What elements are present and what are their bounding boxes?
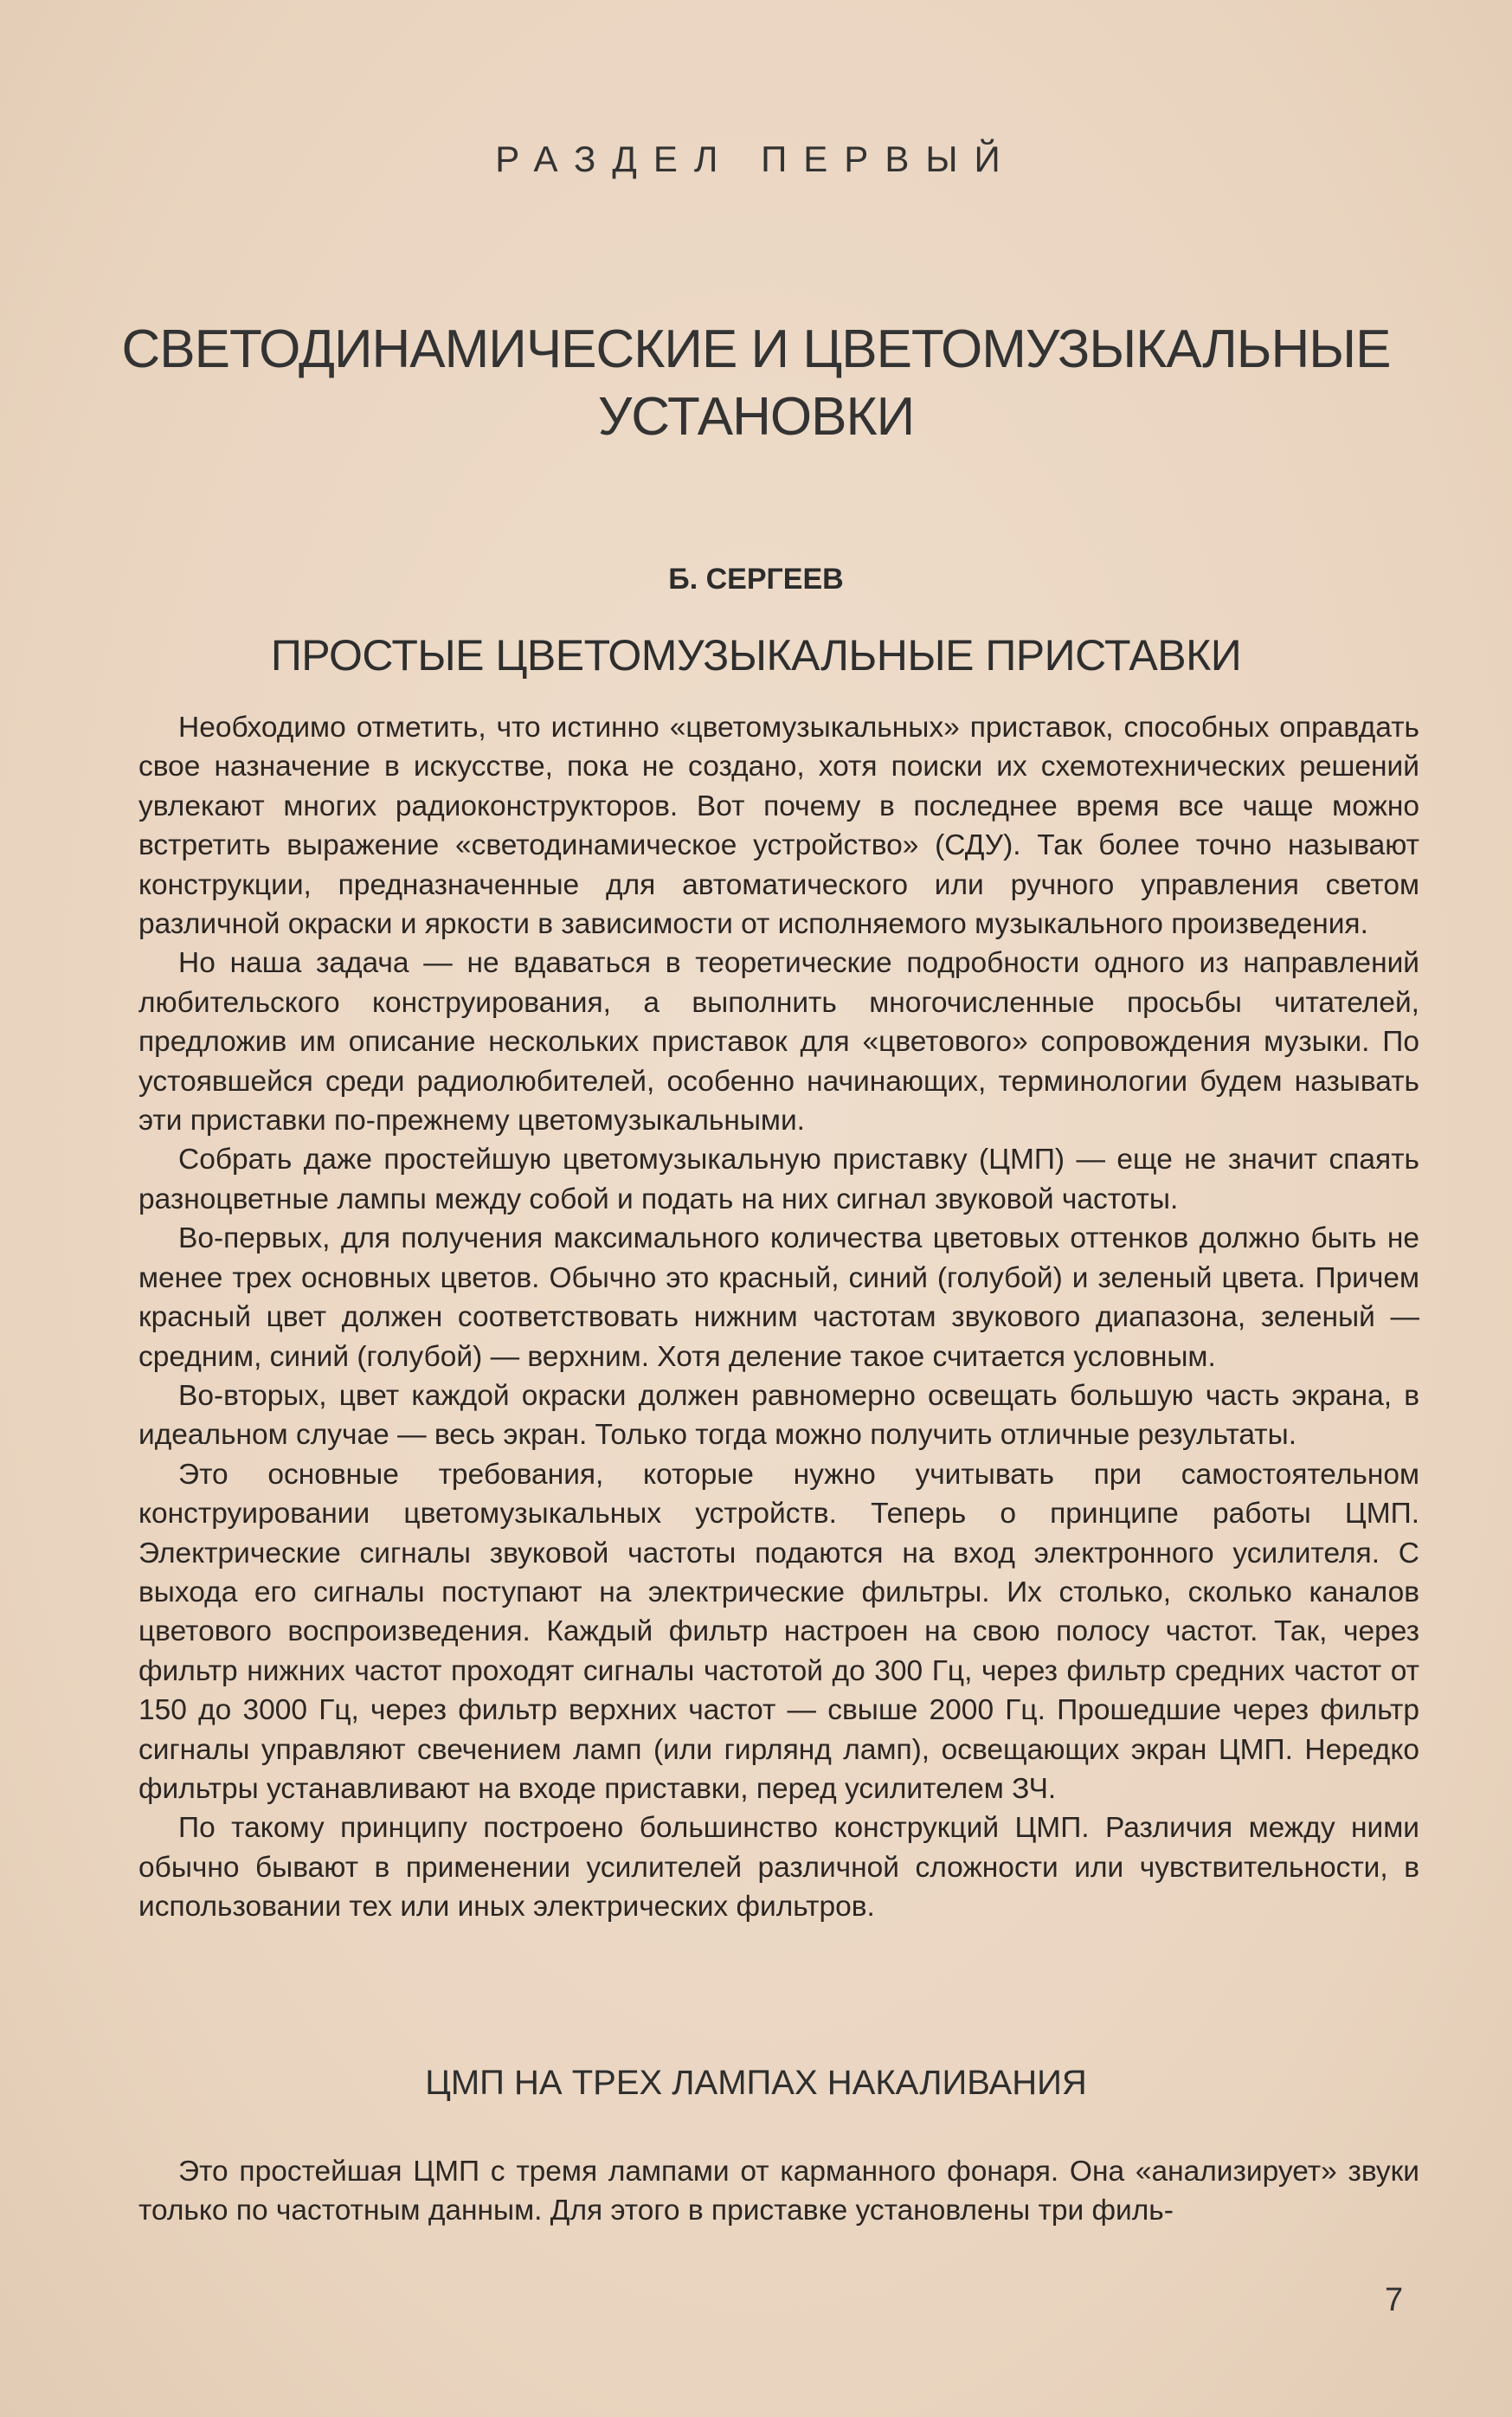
subsection-heading: ЦМП НА ТРЕХ ЛАМПАХ НАКАЛИВАНИЯ [425, 2064, 1087, 2102]
paragraph: Это простейшая ЦМП с тремя лампами от карманного фонаря. Она «анализирует» звуки только по частотным данным. Для этого в приставке установлены три филь- [138, 2156, 1419, 2227]
article-author: Б. СЕРГЕЕВ [668, 563, 844, 596]
section-label: РАЗДЕЛ ПЕРВЫЙ [495, 139, 1017, 179]
subsection-body [138, 2152, 1419, 2231]
main-title [87, 316, 1425, 451]
paragraph: Во-первых, для получения максимального количества цветовых оттенков должно быть не менее трех основных цветов. Обычно это красный, синий (голубой) и зеленый цвета. Причем красный цвет должен соответствовать нижним частотам звукового диапазона, зеленый — средним, синий (голубой) — верхним. Хотя деление такое считается условным. [138, 1222, 1419, 1373]
paragraph: Это основные требования, которые нужно учитывать при самостоятельном конструировании цветомузыкальных устройств. Теперь о принципе работы ЦМП. Электрические сигналы звуковой частоты подаются на вход электронного усилителя. С выхода его сигналы поступают на электрические фильтры. Их столько, сколько каналов цветового воспроизведения. Каждый фильтр настроен на свою полосу частот. Так, через фильтр нижних частот проходят сигналы частотой до 300 Гц, через фильтр средних частот от 150 до 3000 Гц, через фильтр верхних частот — свыше 2000 Гц. Прошедшие через фильтр сигналы управляют свечением ламп (или гирлянд ламп), освещающих экран ЦМП. Нередко фильтры устанавливают на входе приставки, перед усилителем ЗЧ. [138, 1458, 1419, 1805]
article-body [138, 708, 1419, 1927]
paragraph: Необходимо отметить, что истинно «цветомузыкальных» приставок, способных оправдать свое назначение в искусстве, пока не создано, хотя поиски их схемотехнических решений увлекают многих радиоконструкторов. Вот почему в последнее время все чаще можно встретить выражение «светодинамическое устройство» (СДУ). Так более точно называют конструкции, предназначенные для автоматического или ручного управления светом различной окраски и яркости в зависимости от исполняемого музыкального произведения. [138, 712, 1419, 941]
paragraph: По такому принципу построено большинство конструкций ЦМП. Различия между ними обычно бывают в применении усилителей различной сложности или чувствительности, в использовании тех или иных электрических фильтров. [138, 1812, 1419, 1924]
paragraph: Собрать даже простейшую цветомузыкальную приставку (ЦМП) — еще не значит спаять разноцветные лампы между собой и подать на них сигнал звуковой частоты. [138, 1144, 1419, 1215]
page-number: 7 [1385, 2282, 1404, 2318]
main-title-line-2: УСТАНОВКИ [597, 387, 915, 447]
main-title-line-1: СВЕТОДИНАМИЧЕСКИЕ И ЦВЕТОМУЗЫКАЛЬНЫЕ [121, 319, 1391, 379]
paragraph: Во-вторых, цвет каждой окраски должен равномерно освещать большую часть экрана, в идеальном случае — весь экран. Только тогда можно получить отличные результаты. [138, 1379, 1419, 1452]
paragraph: Но наша задача — не вдаваться в теоретические подробности одного из направлений любительского конструирования, а выполнить многочисленные просьбы читателей, предложив им описание нескольких приставок для «цветового» сопровождения музыки. По устоявшейся среди радиолюбителей, особенно начинающих, терминологии будем называть эти приставки по-прежнему цветомузыкальными. [138, 947, 1419, 1138]
article-title: ПРОСТЫЕ ЦВЕТОМУЗЫКАЛЬНЫЕ ПРИСТАВКИ [270, 631, 1242, 680]
